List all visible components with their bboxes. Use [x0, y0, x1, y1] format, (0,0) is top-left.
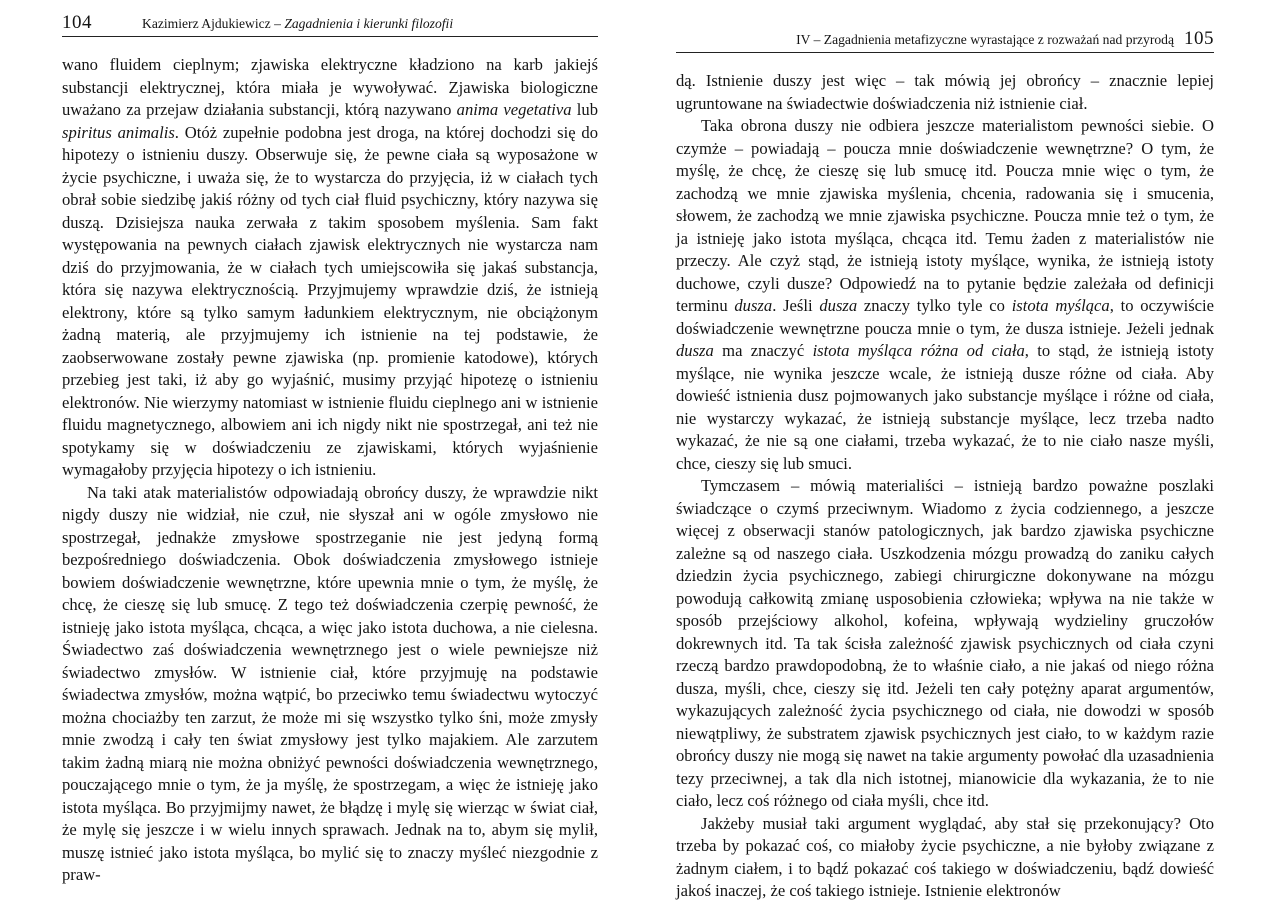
right-page-number: 105 [1184, 28, 1214, 49]
right-paragraph-4: Jakżeby musiał taki argument wyglądać, aby stał się przekonujący? Oto trzeba by pokazać coś, co miałoby życie psychiczne, a nie byłoby związane z żadnym ciałem, i to bądź pokazać coś takiego w doświadczeniu, bądź dowieść jakoś inaczej, że coś takiego istnieje. Istnienie elektronów [676, 813, 1214, 900]
left-page-body [62, 54, 598, 887]
running-head-author: Kazimierz Ajdukiewicz – [142, 16, 285, 31]
latin-term: spiritus animalis [62, 122, 175, 142]
left-page-number: 104 [62, 12, 92, 33]
right-paragraph-3: Tymczasem – mówią materialiści – istnieją bardzo poważne poszlaki świadczące o czymś przeciwnym. Wiadomo z życia codziennego, a jeszcze więcej z obserwacji stanów patologicznych, jak bardzo zjawiska psychiczne zależne są od naszego ciała. Uszkodzenia mózgu prowadzą do zaniku całych dziedzin życia psychicznego, zabiegi chirurgiczne dokonywane na mózgu powodują całkowitą zmianę usposobienia człowieka; wpływa na nie także w sposób przejściowy alkohol, kofeina, wpływają wydzieliny gruczołów dokrewnych itd. Ta tak ścisła zależność zjawisk psychicznych od ciała czyni rzeczą bardzo prawdopodobną, że to właśnie ciało, a nie jakaś od niego różna dusza, myśli, chce, cieszy się itd. Jeżeli ten cały potężny aparat argumentów, wykazujących zależność życia psychicznego od ciała, nie dowodzi w sposób niewątpliwy, że substratem zjawisk psychicznych jest ciało, to w każdym razie obrońcy duszy nie mogą się nawet na takie argumenty powołać dla uzasadnienia tezy przeciwnej, a tak dla nich istotnej, mianowicie dla wykazania, że to nie ciało, lecz coś różnego od ciała myśli, chce itd. [676, 476, 1214, 810]
left-page [62, 0, 598, 893]
right-page-body [676, 70, 1214, 903]
emphasized-term: dusza [734, 296, 773, 315]
left-running-header [62, 12, 598, 37]
latin-term: anima vegetativa [456, 100, 572, 119]
right-running-header [676, 28, 1214, 53]
right-page [676, 0, 1215, 900]
left-running-head [142, 16, 453, 32]
emphasized-term: dusza [819, 296, 858, 315]
emphasized-term: dusza [676, 341, 714, 360]
right-paragraph-1: dą. Istnienie duszy jest więc – tak mówią jej obrońcy – znacznie lepiej ugruntowane na świadectwie doświadczenia niż istnienie ciał. [676, 71, 1214, 113]
running-head-title: Zagadnienia i kierunki filozofii [284, 16, 454, 31]
left-paragraph-1: wano fluidem cieplnym; zjawiska elektryczne kładziono na karb jakiejś substancji elektrycznej, która miała je wywoływać. Zjawiska biologiczne uważano za przejaw działania substancji, którą nazywano anima vegetativa lub spiritus animalis. Otóż zupełnie podobna jest droga, na której dochodzi się do hipotezy o istnieniu duszy. Obserwuje się, że pewne ciała są wyposażone w życie psychiczne, i uważa się, że to wystarcza do przyjęcia, iż w ciałach tych obrał sobie siedzibę jakiś różny od tych ciał fluid psychiczny, który nazywa się duszą. Dzisiejsza nauka zerwała z takim sposobem myślenia. Sam fakt występowania na pewnych ciałach zjawisk elektrycznych nie wystarcza nam dziś do przyjmowania, że w ciałach tych umiejscowiła się jakaś substancja, która się nazywa elektrycznością. Przyjmujemy wprawdzie dziś, że istnieją elektrony, które są tylko samym ładunkiem elektrycznym, nie obciążonym żadną materią, ale przyjmujemy ich istnienie na tej podstawie, że zaobserwowane zostały pewne zjawiska (np. promienie katodowe), których przebieg jest taki, iż aby go wyjaśnić, musimy przyjąć hipotezę o istnieniu elektronów. Nie wierzymy natomiast w istnienie fluidu cieplnego ani w istnienie fluidu magnetycznego, albowiem ani ich nigdy nikt nie spostrzegał, ani też nie spotykamy się w doświadczeniu ze zjawiskami, których wyjaśnienie wymagałoby przyjęcia hipotezy o ich istnieniu. [62, 55, 599, 479]
emphasized-term: istota myśląca różna od ciała [812, 341, 1025, 360]
left-paragraph-2: Na taki atak materialistów odpowiadają obrońcy duszy, że wprawdzie nikt nigdy duszy nie widział, nie czuł, nie słyszał ani w ogóle zmysłowo nie spostrzegał, jednakże zmysłowe spostrzeganie nie jest jedyną formą bezpośredniego doświadczenia. Obok doświadczenia zmysłowego istnieje bowiem doświadczenie wewnętrzne, które upewnia mnie o tym, że myślę, że chcę, że cieszę się lub smucę. Z tego też doświadczenia czerpię pewność, że istnieję jako istota myśląca, chcąca, a więc jako istota duchowa, a nie cielesna. Świadectwo zaś doświadczenia wewnętrznego jest o wiele pewniejsze niż świadectwo zmysłów. W istnienie ciał, które przyjmuję na podstawie świadectwa zmysłów, można wątpić, bo przeciwko temu świadectwu wytoczyć można chociażby ten zarzut, że może mi się wszystko tylko śni, może zmysły mnie zwodzą i cały ten świat zmysłowy jest tylko majakiem. Ale zarzutem takim żadną miarą nie można obniżyć pewności doświadczenia wewnętrznego, pouczającego mnie o tym, że ja myślę, że spostrzegam, a więc że istnieję jako istota myśląca. Bo przyjmijmy nawet, że błądzę i mylę się wierząc w świat ciał, że mylę się jeszcze i w wielu innych sprawach. Jednak na to, abym się mylił, muszę istnieć jako istota myśląca, bo mylić się to znaczy myśleć niezgodnie z praw- [62, 482, 598, 884]
right-running-head: IV – Zagadnienia metafizyczne wyrastające z rozważań nad przyrodą [796, 32, 1174, 47]
right-paragraph-2: Taka obrona duszy nie odbiera jeszcze materialistom pewności siebie. O czymże – powiadają – poucza mnie doświadczenie wewnętrzne? O tym, że myślę, że chcę, że cieszę się lub smucę itd. Poucza mnie więc o tym, że zachodzą we mnie zjawiska myślenia, chcenia, radowania się i smucenia, słowem, że zachodzą we mnie zjawiska psychiczne. Poucza mnie też o tym, że ja istnieję jako istota myśląca, chcąca itd. Temu żaden z materialistów nie przeczy. Ale czyż stąd, że istnieją istoty myślące, wynika, że istnieją istoty duchowe, czyli dusze? Odpowiedź na to pytanie będzie zależała od definicji terminu dusza. Jeśli dusza znaczy tylko tyle co istota myśląca, to oczywiście doświadczenie wewnętrzne poucza mnie o tym, że dusza istnieje. Jeżeli jednak dusza ma znaczyć istota myśląca różna od ciała, to stąd, że istnieją istoty myślące, nie wynika jeszcze wcale, że istnieją dusze różne od ciała. Aby dowieść istnienia dusz pojmowanych jako substancje myślące i różne od ciała, nie wystarczy wykazać, że istnieją substancje myślące, lecz trzeba nadto wykazać, że nie są one ciałami, trzeba wykazać, że to nie ciało nasze myśli, chce, cieszy się lub smuci. [676, 116, 1215, 473]
emphasized-term: istota myśląca [1011, 296, 1110, 315]
